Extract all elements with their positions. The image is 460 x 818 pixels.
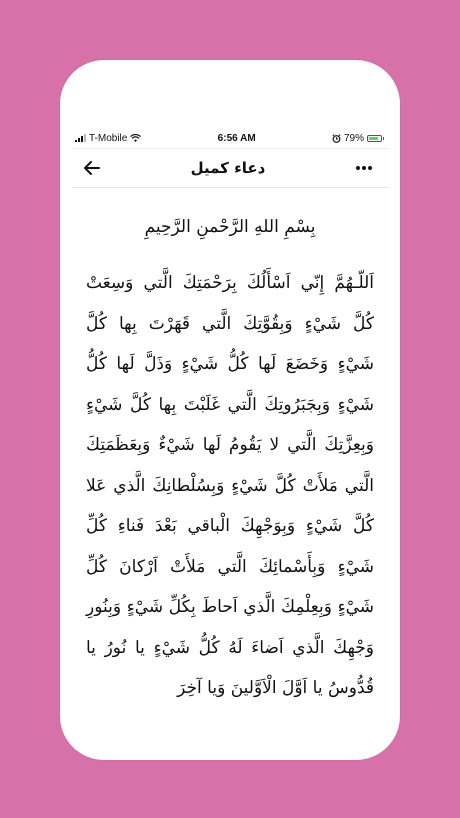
screen (72, 128, 388, 750)
battery-percent: 79% (343, 132, 364, 144)
carrier-label: T-Mobile (89, 132, 128, 144)
status-right (332, 133, 384, 144)
wifi-icon (130, 134, 141, 142)
more-button[interactable] (350, 154, 378, 182)
device-frame (60, 60, 400, 760)
dua-text: اَللّـهُمَّ إِنّي اَسْأَلُكَ بِرَحْمَتِكَ الَّتي وَسِعَتْ كُلَّ شَيْءٍ وَبِقُوَّتِكَ الَّتي قَهَرْتَ بِها كُلَّ شَيْءٍ وَخَضَعَ لَها كُلُّ شَيْءٍ وَذَلَّ لَها كُلُّ شَيْءٍ وَبِجَبَرُوتِكَ الَّتي غَلَبْتَ بِها كُلَّ شَيْءٍ وَبِعِزَّتِكَ الَّتي لا يَقُومُ لَها شَيْءٌ وَبِعَظَمَتِكَ الَّتي مَلأَتْ كُلَّ شَيْءٍ وَبِسُلْطانِكَ الَّذي عَلا كُلَّ شَيْءٍ وَبِوَجْهِكَ الْباقي بَعْدَ فَناءِ كُلِّ شَيْءٍ وَبِأَسْمائِكَ الَّتي مَلأَتْ اَرْكانَ كُلِّ شَيْءٍ وَبِعِلْمِكَ الَّذي اَحاطَ بِكُلِّ شَيْءٍ وَبِنُورِ وَجْهِكَ الَّذي اَضاءَ لَهُ كُلُّ شَيْءٍ يا نُورُ يا قُدُّوسُ يا اَوَّلَ الْاَوَّلينَ وَيا آخِرَ (86, 273, 374, 699)
page-title: دعاء كميل (190, 159, 266, 177)
status-time: 6:56 AM (217, 132, 256, 144)
more-horizontal-icon (355, 165, 373, 171)
alarm-icon (332, 134, 341, 143)
back-button[interactable] (78, 154, 106, 182)
status-left (75, 133, 141, 144)
battery-icon (367, 135, 384, 142)
dua-content[interactable] (72, 188, 388, 750)
signal-icon (75, 134, 86, 142)
status-bar (72, 128, 388, 149)
arrow-left-icon (83, 160, 101, 176)
basmala-heading: بِسْمِ اللهِ الرَّحْمنِ الرَّحِيمِ (144, 217, 316, 237)
app-bar (72, 149, 388, 188)
